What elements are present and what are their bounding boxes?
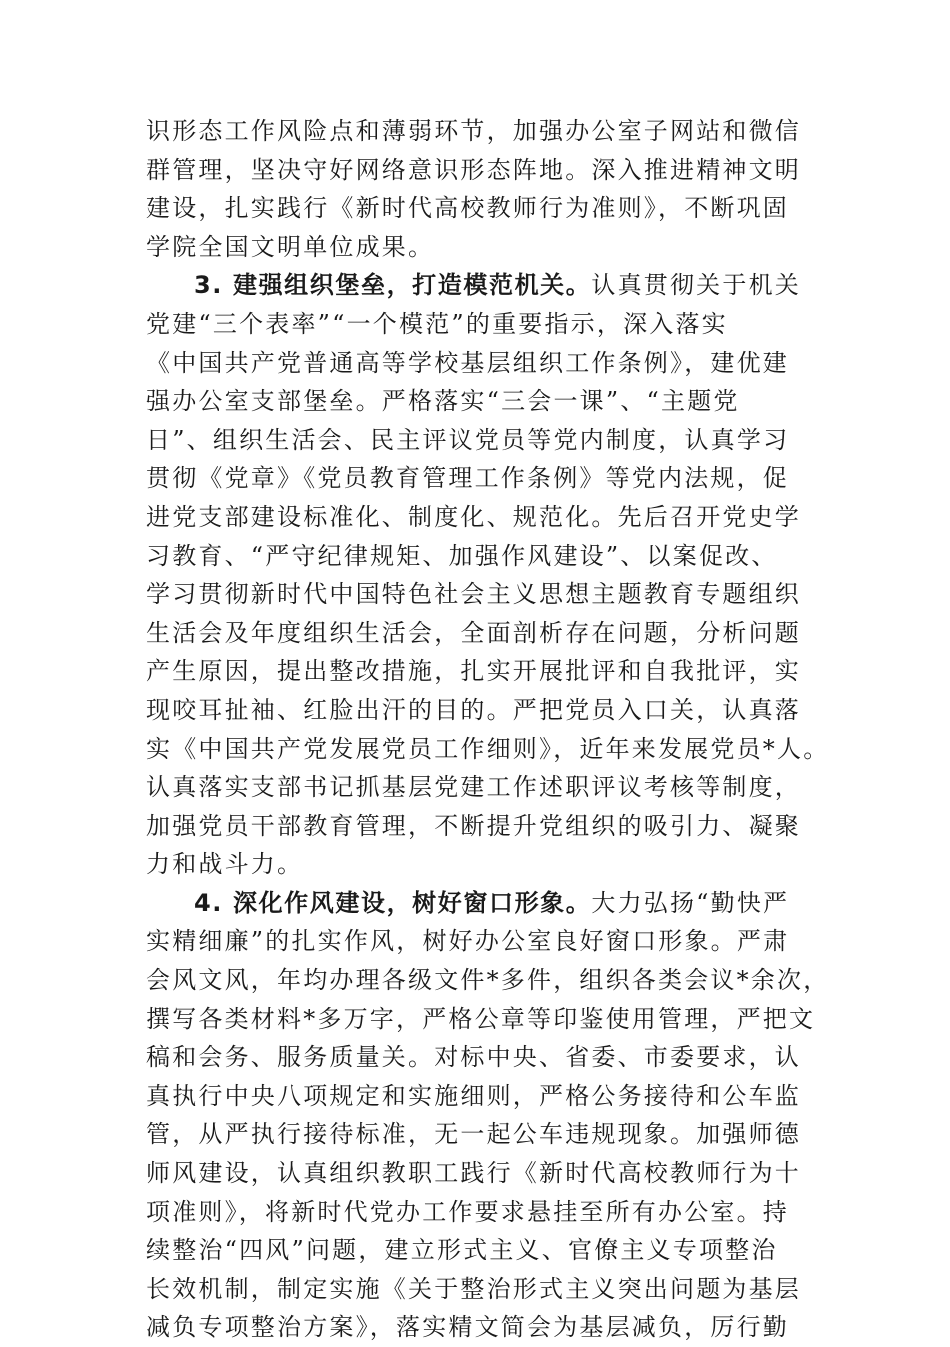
text-line (146, 1193, 836, 1232)
text-line (146, 807, 836, 846)
text-line (146, 961, 836, 1000)
section-heading-line (146, 266, 836, 305)
line-text: 建设，扎实践行《新时代高校教师行为准则》，不断巩固 (146, 194, 789, 223)
line-text: 加强党员干部教育管理，不断提升党组织的吸引力、凝聚 (146, 811, 801, 840)
text-line (146, 922, 836, 961)
line-text: 学院全国文明单位成果。 (146, 232, 435, 261)
text-line (146, 768, 836, 807)
line-text: 学习贯彻新时代中国特色社会主义思想主题教育专题组织 (146, 580, 801, 609)
line-text: 认真贯彻关于机关 (591, 271, 801, 300)
text-line (146, 112, 836, 151)
text-line (146, 344, 836, 383)
line-text: 管，从严执行接待标准，无一起公车违规现象。加强师德 (146, 1120, 801, 1149)
section-heading: 3. 建强组织堡垒，打造模范机关。 (194, 271, 592, 300)
line-text: 党建“三个表率”“一个模范”的重要指示，深入落实 (146, 309, 728, 338)
section-heading: 4. 深化作风建设，树好窗口形象。 (194, 888, 592, 917)
line-text: 真执行中央八项规定和实施细则，严格公务接待和公车监 (146, 1081, 801, 1110)
text-line (146, 151, 836, 190)
line-text: 师风建设，认真组织教职工践行《新时代高校教师行为十 (146, 1159, 801, 1188)
line-text: 实《中国共产党发展党员工作细则》，近年来发展党员*人。 (146, 734, 830, 763)
line-text: 习教育、“严守纪律规矩、加强作风建设”、以案促改、 (146, 541, 778, 570)
text-line (146, 421, 836, 460)
line-text: 强办公室支部堡垒。严格落实“三会一课”、“主题党 (146, 387, 740, 416)
line-text: 识形态工作风险点和薄弱环节，加强办公室子网站和微信 (146, 117, 801, 145)
text-line (146, 652, 836, 691)
text-line (146, 614, 836, 653)
text-line (146, 1038, 836, 1077)
text-line (146, 845, 836, 884)
line-text: 撰写各类材料*多万字，严格公章等印鉴使用管理，严把文 (146, 1004, 816, 1033)
line-text: 认真落实支部书记抓基层党建工作述职评议考核等制度， (146, 773, 801, 802)
line-text: 贯彻《党章》《党员教育管理工作条例》等党内法规，促 (146, 464, 789, 493)
section-heading-line (146, 884, 836, 923)
text-line (146, 382, 836, 421)
line-text: 项准则》，将新时代党办工作要求悬挂至所有办公室。持 (146, 1197, 789, 1226)
text-line (146, 1308, 836, 1347)
line-text: 会风文风，年均办理各级文件*多件，组织各类会议*余次， (146, 966, 830, 995)
line-text: 现咬耳扯袖、红脸出汗的目的。严把党员入口关，认真落 (146, 695, 801, 724)
text-line (146, 1154, 836, 1193)
line-text: 《中国共产党普通高等学校基层组织工作条例》，建优建 (146, 348, 789, 377)
line-text: 实精细廉”的扎实作风，树好办公室良好窗口形象。严肃 (146, 927, 790, 956)
text-line (146, 1115, 836, 1154)
text-line (146, 730, 836, 769)
text-line (146, 1231, 836, 1270)
line-text: 大力弘扬“勤快严 (591, 888, 790, 917)
text-line (146, 305, 836, 344)
text-line (146, 1270, 836, 1309)
line-text: 产生原因，提出整改措施，扎实开展批评和自我批评，实 (146, 657, 801, 686)
text-line (146, 228, 836, 267)
text-line (146, 189, 836, 228)
line-text: 稿和会务、服务质量关。对标中央、省委、市委要求，认 (146, 1043, 801, 1072)
line-text: 续整治“四风”问题，建立形式主义、官僚主义专项整治 (146, 1236, 778, 1265)
line-text: 进党支部建设标准化、制度化、规范化。先后召开党史学 (146, 502, 801, 531)
text-line (146, 1077, 836, 1116)
text-line (146, 498, 836, 537)
line-text: 日”、组织生活会、民主评议党员等党内制度，认真学习 (146, 425, 790, 454)
line-text: 力和战斗力。 (146, 850, 304, 879)
line-text: 减负专项整治方案》，落实精文简会为基层减负，厉行勤 (146, 1313, 789, 1342)
line-text: 生活会及年度组织生活会，全面剖析存在问题，分析问题 (146, 618, 801, 647)
text-line (146, 537, 836, 576)
text-line (146, 691, 836, 730)
text-line (146, 575, 836, 614)
line-text: 群管理，坚决守好网络意识形态阵地。深入推进精神文明 (146, 155, 801, 184)
line-text: 长效机制，制定实施《关于整治形式主义突出问题为基层 (146, 1274, 801, 1303)
body-text (146, 112, 836, 1347)
text-line (146, 1000, 836, 1039)
text-line (146, 459, 836, 498)
